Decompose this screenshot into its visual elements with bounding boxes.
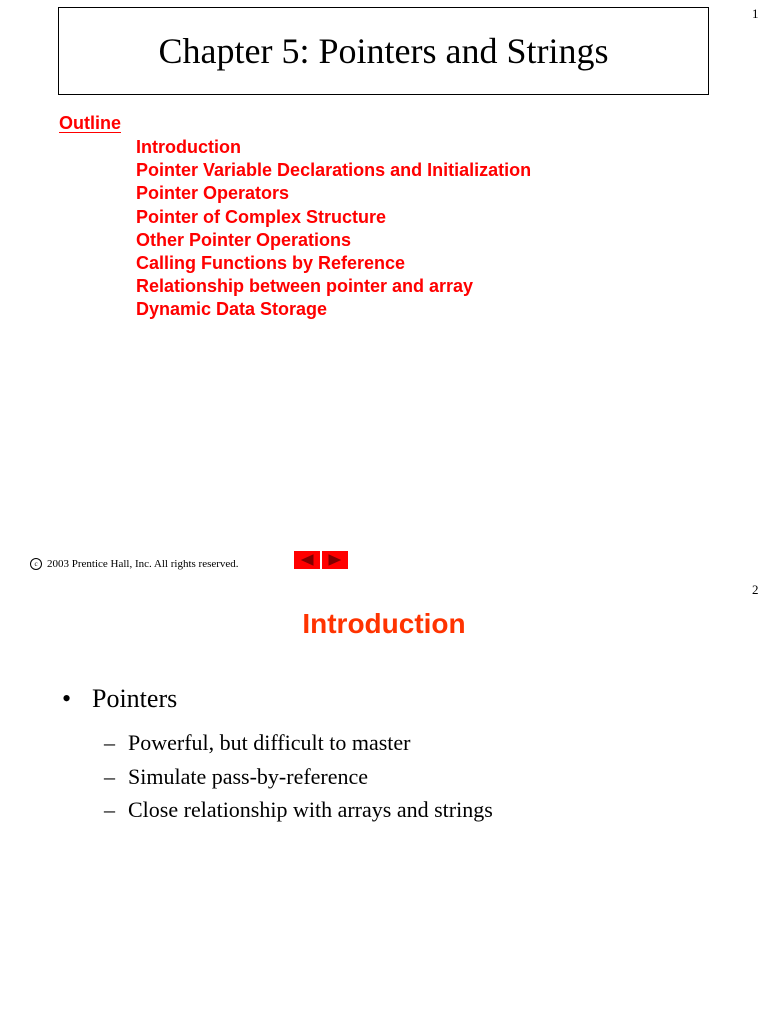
outline-item-introduction: Introduction [136,137,241,157]
copyright-text: 2003 Prentice Hall, Inc. All rights reserved. [47,558,239,570]
outline-item-pointer-declarations: Pointer Variable Declarations and Initialization [136,160,532,181]
sub-bullet-item [104,793,493,827]
sub-bullet-text: Powerful, but difficult to master [128,730,411,755]
triangle-right-icon [328,554,342,566]
bullet-pointers [62,684,177,714]
outline-label: Outline [59,113,121,133]
sub-bullet-item [104,760,493,794]
bullet-dot-icon: • [62,684,72,713]
title-box [58,7,709,95]
sub-bullet-item [104,726,493,760]
dash-icon: – [104,730,115,755]
slide-heading-introduction: Introduction [302,608,466,639]
outline-item-pointer-operators: Pointer Operators [136,183,290,204]
copyright-footer [30,558,239,570]
slide-navigation [294,551,348,569]
outline-item-dynamic-storage: Dynamic Data Storage [136,299,328,320]
previous-slide-button[interactable] [294,551,320,569]
outline-item-other-operations: Other Pointer Operations [136,229,352,250]
triangle-left-icon [300,554,314,566]
copyright-icon: c [30,558,42,570]
sub-bullet-text: Simulate pass-by-reference [128,763,369,789]
dash-icon: – [104,797,115,822]
page-number-1: 1 [752,6,759,21]
sub-bullet-list [104,726,493,827]
bullet-pointers-text: Pointers [92,684,178,713]
outline-list [136,136,531,322]
next-slide-button[interactable] [322,551,348,569]
dash-icon: – [104,763,115,789]
outline-item-calling-by-reference: Calling Functions by Reference [136,253,406,274]
outline-item-complex-structure: Pointer of Complex Structure [136,206,387,227]
sub-bullet-text: Close relationship with arrays and strings [128,797,493,822]
outline-item-pointer-array: Relationship between pointer and array [136,276,474,297]
slide-title: Chapter 5: Pointers and Strings [158,31,609,71]
page-number-2: 2 [752,582,759,597]
